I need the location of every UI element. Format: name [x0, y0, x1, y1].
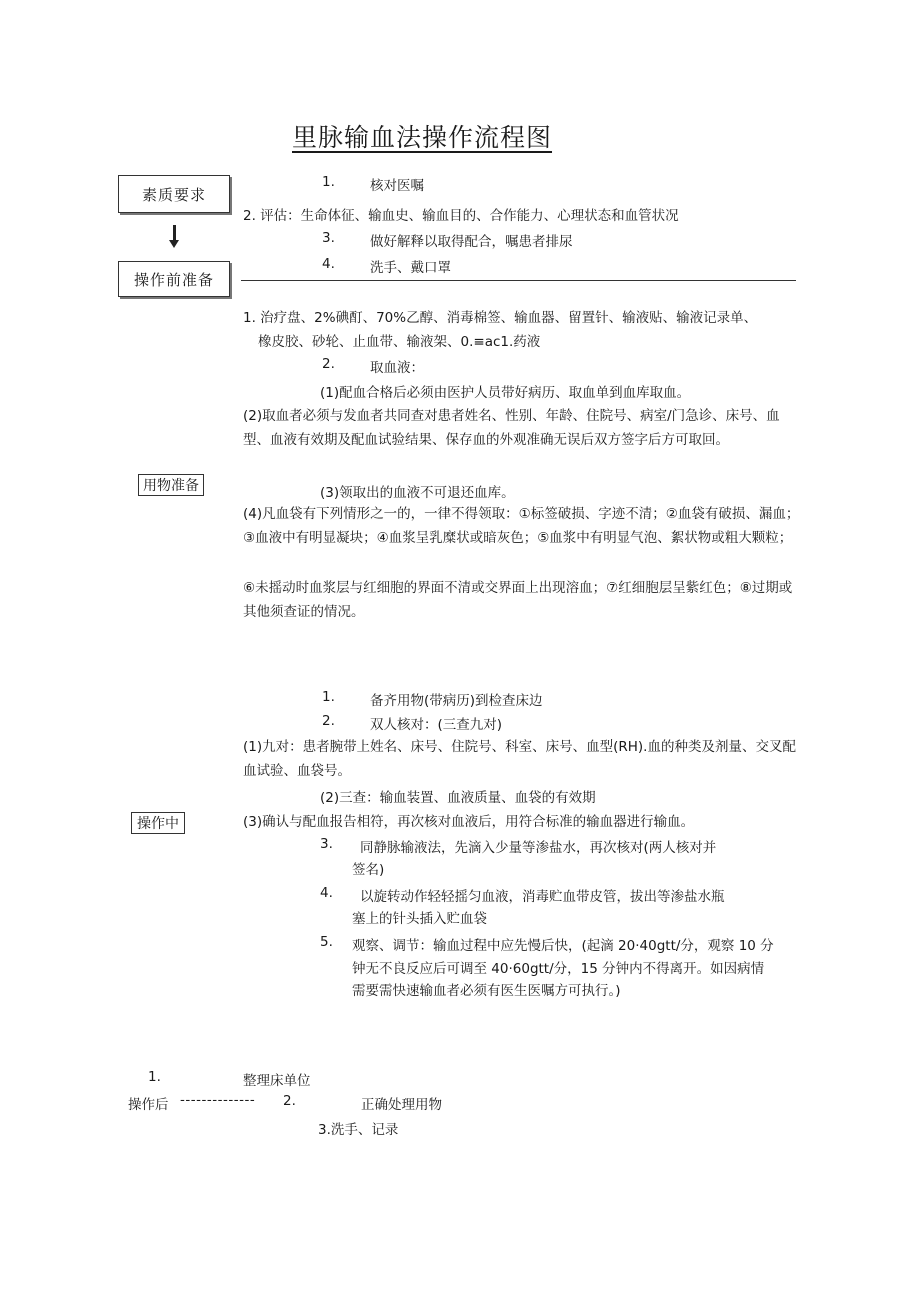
quality-requirements-box [118, 175, 230, 213]
s2-item2-text: 取血液： [370, 360, 424, 376]
s3-item5-line1: 观察、调节：输血过程中应先慢后快，(起滴 20·40gtt/分，观察 10 分 [352, 938, 774, 954]
s1-item2: 2. 评估：生命体征、输血史、输血目的、合作能力、心理状态和血管状况 [243, 208, 679, 224]
s2-sub4: (4)凡血袋有下列情形之一的，一律不得领取：①标签破损、字迹不清；②血袋有破损、漏血；③血液中有明显凝块；④血浆呈乳糜状或暗灰色；⑤血浆中有明显气泡、絮状物或粗大颗粒； [243, 506, 800, 546]
s1-item1-text: 核对医嘱 [370, 178, 424, 194]
s3-item4-num: 4. [320, 885, 333, 901]
s3-item3-num: 3. [320, 836, 333, 852]
s2-item1-line1: 1. 治疗盘、2%碘酊、70%乙醇、消毒棉签、输血器、留置针、输液贴、输液记录单、 [243, 310, 758, 326]
supplies-prep-box [138, 474, 204, 496]
s1-item1-num: 1. [322, 174, 335, 190]
during-operation-label: 操作中 [137, 816, 179, 832]
s3-item3-line2: 签名) [352, 862, 385, 878]
s3-item5-line3: 需要需快速输血者必须有医生医嘱方可执行。) [352, 983, 621, 999]
s2-item2-num: 2. [322, 356, 335, 372]
s1-item3-text: 做好解释以取得配合，嘱患者排尿 [370, 234, 573, 250]
s4-item2-text: 正确处理用物 [361, 1097, 442, 1113]
s3-item4-line1: 以旋转动作轻轻摇匀血液，消毒贮血带皮管，拔出等渗盐水瓶 [360, 889, 725, 905]
s2-sub2: (2)取血者必须与发血者共同查对患者姓名、性别、年龄、住院号、病室/门急诊、床号、血型、血液有效期及配血试验结果、保存血的外观准确无误后双方签字后方可取回。 [243, 408, 780, 448]
s3-item2-text: 双人核对：(三查九对) [370, 717, 503, 733]
section-divider [241, 280, 796, 281]
s3-item5-num: 5. [320, 934, 333, 950]
supplies-prep-label: 用物准备 [143, 478, 199, 494]
s3-sub1: (1)九对：患者腕带上姓名、床号、住院号、科室、床号、血型(RH).血的种类及剂量、交叉配血试验、血袋号。 [243, 739, 796, 779]
s2-sub1: (1)配血合格后必须由医护人员带好病历、取血单到血库取血。 [320, 385, 691, 401]
s1-item4-text: 洗手、戴口罩 [370, 260, 451, 276]
pre-operation-prep-label: 操作前准备 [133, 270, 214, 289]
s1-item4-num: 4. [322, 256, 335, 272]
quality-requirements-label: 素质要求 [141, 185, 206, 204]
s3-item1-num: 1. [322, 689, 335, 705]
s4-item1-num: 1. [148, 1069, 161, 1085]
s4-item1-text: 整理床单位 [243, 1073, 311, 1089]
pre-operation-prep-box [118, 261, 230, 297]
s3-item1-text: 备齐用物(带病历)到检查床边 [370, 693, 543, 709]
s3-sub3: (3)确认与配血报告相符，再次核对血液后，用符合标准的输血器进行输血。 [243, 814, 695, 830]
s3-item4-line2: 塞上的针头插入贮血袋 [352, 911, 487, 927]
s2-sub5: ⑥未摇动时血浆层与红细胞的界面不清或交界面上出现溶血；⑦红细胞层呈紫红色；⑧过期或其他须查证的情况。 [243, 580, 793, 620]
s1-item3-num: 3. [322, 230, 335, 246]
after-operation-label: 操作后 [128, 1097, 169, 1113]
page-title: 里脉输血法操作流程图 [292, 123, 553, 152]
during-operation-box [131, 812, 185, 834]
dashed-connector: -------------- [180, 1092, 256, 1108]
s3-item2-num: 2. [322, 713, 335, 729]
s3-item3-line1: 同静脉输液法，先滴入少量等渗盐水，再次核对(两人核对并 [360, 840, 717, 856]
s2-sub3: (3)领取出的血液不可退还血库。 [320, 485, 515, 501]
s4-item2-num: 2. [283, 1093, 296, 1109]
s2-item1-line2: 橡皮胶、砂轮、止血带、输液架、0.≡ac1.药液 [258, 334, 541, 350]
s3-item5-line2: 钟无不良反应后可调至 40·60gtt/分，15 分钟内不得离开。如因病情 [352, 961, 765, 977]
s3-sub2: (2)三查：输血装置、血液质量、血袋的有效期 [320, 790, 596, 806]
s4-item3: 3.洗手、记录 [318, 1122, 399, 1138]
